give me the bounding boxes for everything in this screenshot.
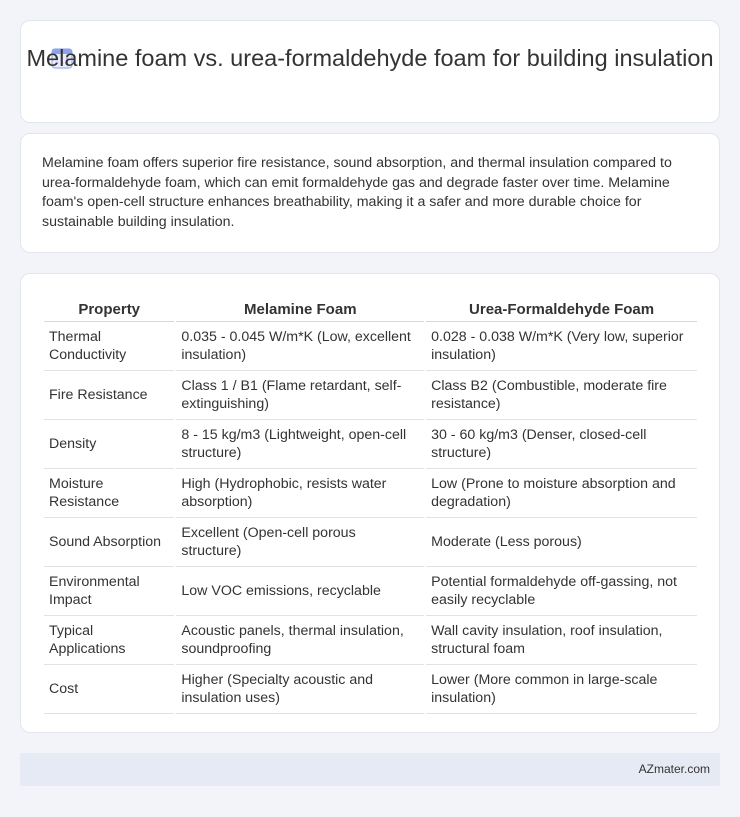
cell-urea: Class B2 (Combustible, moderate fire resistance) (426, 371, 697, 420)
cell-melamine: Acoustic panels, thermal insulation, soundproofing (176, 616, 424, 665)
cell-melamine: 8 - 15 kg/m3 (Lightweight, open-cell structure) (176, 420, 424, 469)
footer-bar (20, 753, 720, 786)
cell-urea: Low (Prone to moisture absorption and degradation) (426, 469, 697, 518)
comparison-card (20, 273, 720, 733)
table-row (44, 518, 697, 567)
cell-property: Thermal Conductivity (44, 322, 174, 371)
cell-melamine: 0.035 - 0.045 W/m*K (Low, excellent insulation) (176, 322, 424, 371)
title-card (20, 20, 720, 123)
table-header-row (44, 295, 697, 322)
footer-site-link[interactable]: AZmater.com (638, 762, 710, 776)
cell-melamine: Higher (Specialty acoustic and insulation uses) (176, 665, 424, 714)
cell-urea: Wall cavity insulation, roof insulation, structural foam (426, 616, 697, 665)
cell-urea: Lower (More common in large-scale insulation) (426, 665, 697, 714)
intro-card (20, 133, 720, 253)
cell-property: Density (44, 420, 174, 469)
table-row (44, 665, 697, 714)
table-row (44, 567, 697, 616)
cell-urea: 0.028 - 0.038 W/m*K (Very low, superior insulation) (426, 322, 697, 371)
header-urea: Urea-Formaldehyde Foam (426, 295, 697, 322)
table-row (44, 616, 697, 665)
cell-property: Fire Resistance (44, 371, 174, 420)
cell-property: Sound Absorption (44, 518, 174, 567)
cell-property: Moisture Resistance (44, 469, 174, 518)
cell-property: Cost (44, 665, 174, 714)
comparison-table (42, 295, 699, 714)
cell-melamine: Low VOC emissions, recyclable (176, 567, 424, 616)
cell-urea: Potential formaldehyde off-gassing, not easily recyclable (426, 567, 697, 616)
intro-paragraph: Melamine foam offers superior fire resistance, sound absorption, and thermal insulation compared to urea-formaldehyde foam, which can emit formaldehyde gas and degrade faster over time. Melamine foam's open-cell structure enhances breathability, making it a safer and more durable choice for sustainable building insulation. (42, 155, 672, 230)
cell-urea: Moderate (Less porous) (426, 518, 697, 567)
table-row (44, 469, 697, 518)
header-property: Property (44, 295, 174, 322)
table-row (44, 322, 697, 371)
cell-property: Typical Applications (44, 616, 174, 665)
cell-melamine: Excellent (Open-cell porous structure) (176, 518, 424, 567)
page-title: Melamine foam vs. urea-formaldehyde foam for building insulation (26, 45, 714, 71)
table-row (44, 420, 697, 469)
cell-urea: 30 - 60 kg/m3 (Denser, closed-cell structure) (426, 420, 697, 469)
cell-property: Environmental Impact (44, 567, 174, 616)
cell-melamine: High (Hydrophobic, resists water absorption) (176, 469, 424, 518)
cell-melamine: Class 1 / B1 (Flame retardant, self-extinguishing) (176, 371, 424, 420)
table-row (44, 371, 697, 420)
header-melamine: Melamine Foam (176, 295, 424, 322)
